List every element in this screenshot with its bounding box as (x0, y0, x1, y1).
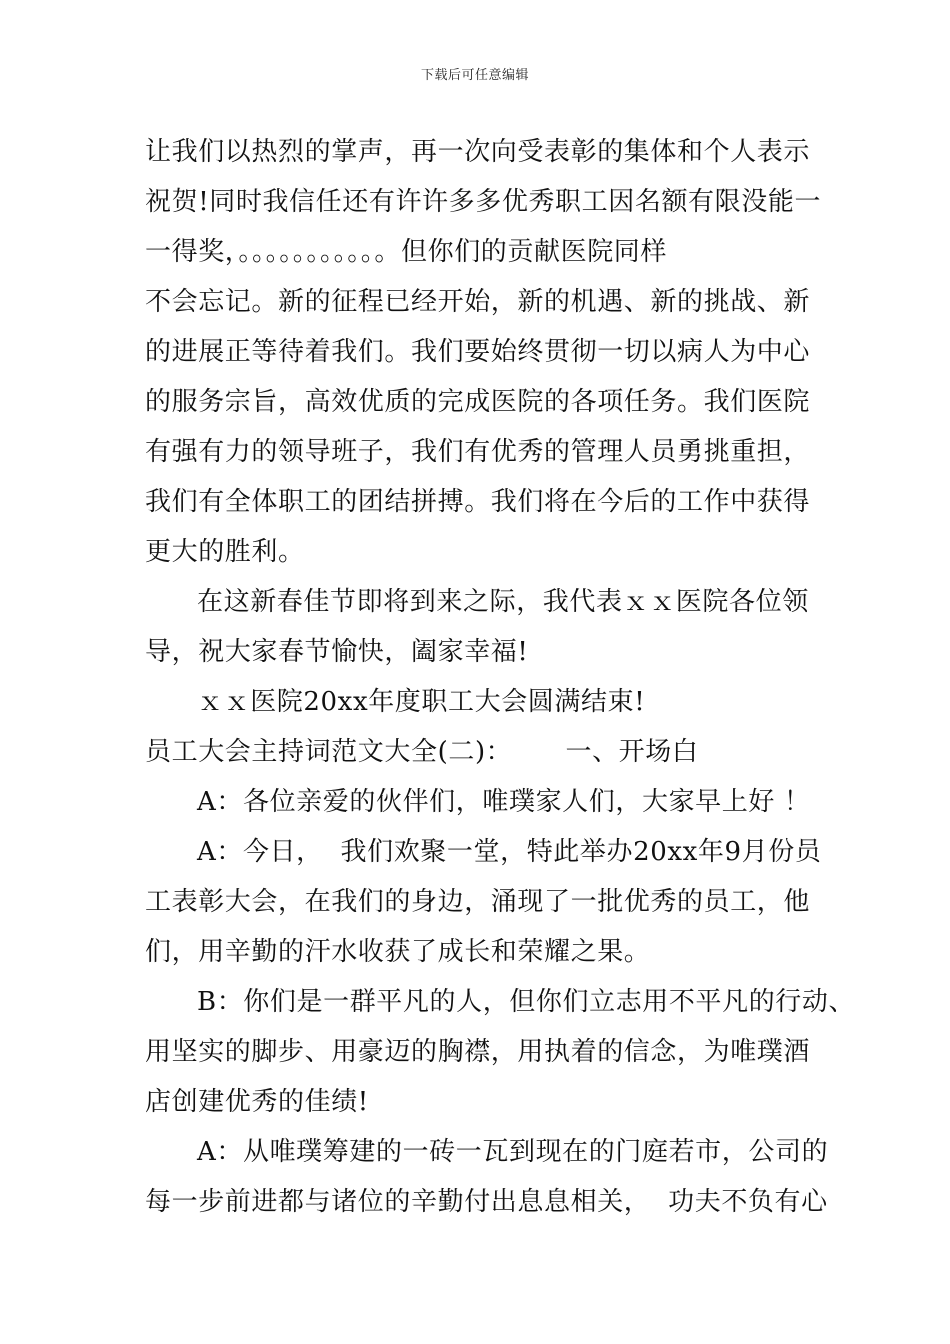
text-line: 让我们以热烈的掌声，再一次向受表彰的集体和个人表示 (145, 137, 811, 167)
paragraph-start-line: 在这新春佳节即将到来之际，我代表ｘｘ医院各位领 (197, 587, 809, 617)
dialogue-line: A：今日， 我们欢聚一堂，特此举办20xx年9月份员 (197, 837, 822, 867)
dialogue-line: A：各位亲爱的伙伴们，唯璞家人们，大家早上好 ！ (197, 787, 811, 817)
dialogue-line: B：你们是一群平凡的人，但你们立志用不平凡的行动、 (197, 987, 856, 1017)
text-line: 每一步前进都与诸位的辛勤付出息息相关， 功夫不负有心 (145, 1187, 828, 1217)
section-title-line: 员工大会主持词范文大全(二)： 一、开场白 (145, 737, 699, 767)
dialogue-line: A：从唯璞筹建的一砖一瓦到现在的门庭若市，公司的 (197, 1137, 829, 1167)
text-line: 不会忘记。新的征程已经开始，新的机遇、新的挑战、新 (145, 287, 811, 317)
text-line: 导，祝大家春节愉快，阖家幸福! (145, 637, 529, 667)
text-line: 店创建优秀的佳绩! (145, 1087, 369, 1117)
text-line: 的进展正等待着我们。我们要始终贯彻一切以病人为中心 (145, 337, 811, 367)
text-line: 祝贺!同时我信任还有许许多多优秀职工因名额有限没能一 (145, 187, 822, 217)
text-line: 用坚实的脚步、用豪迈的胸襟，用执着的信念，为唯璞酒 (145, 1037, 811, 1067)
page-header: 下载后可任意编辑 (420, 68, 529, 83)
text-line: 更大的胜利。 (145, 537, 305, 567)
text-line: 一得奖，。。。。。。。。。。。但你们的贡献医院同样 (145, 237, 668, 267)
text-line: 工表彰大会，在我们的身边，涌现了一批优秀的员工，他 (145, 887, 811, 917)
text-line: 有强有力的领导班子，我们有优秀的管理人员勇挑重担， (145, 437, 811, 467)
text-line: 我们有全体职工的团结拼搏。我们将在今后的工作中获得 (145, 487, 811, 517)
document-body (145, 127, 856, 1227)
paragraph-start-line: ｘｘ医院20xx年度职工大会圆满结束! (197, 687, 646, 717)
text-line: 的服务宗旨，高效优质的完成医院的各项任务。我们医院 (145, 387, 811, 417)
text-line: 们，用辛勤的汗水收获了成长和荣耀之果。 (145, 937, 651, 967)
